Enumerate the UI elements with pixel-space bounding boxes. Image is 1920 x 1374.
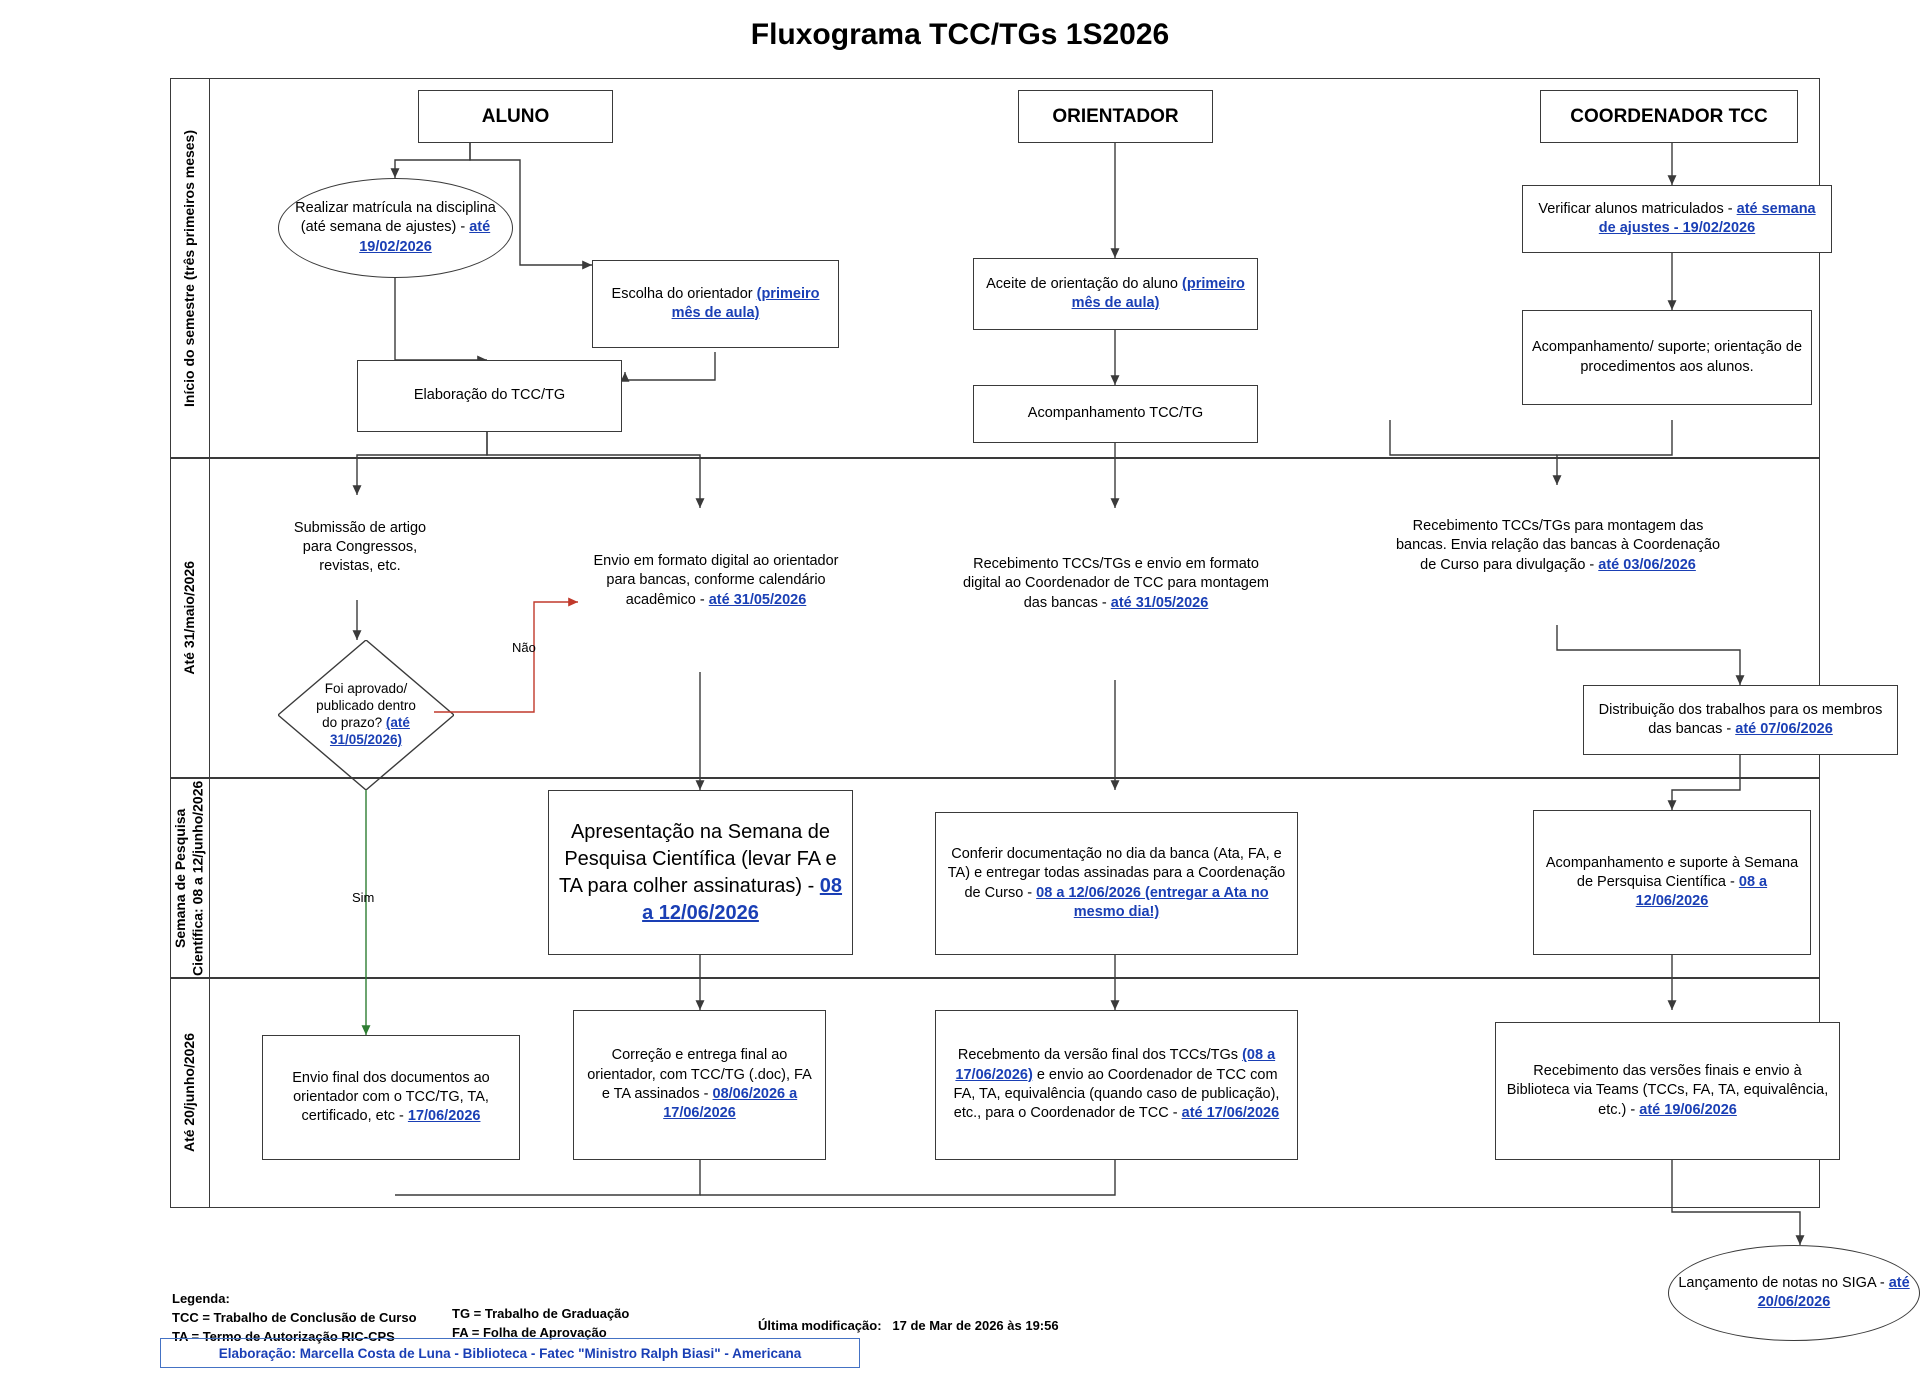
node-apresentacao-link[interactable]: 08 a 12/06/2026 — [642, 874, 843, 924]
legend-line-ta: TA = Termo de Autorização RIC-CPS — [172, 1328, 395, 1344]
swimlane-2-label-text: Até 31/maio/2026 — [180, 561, 197, 675]
node-submissao-text: Submissão de artigo para Congressos, revistas, etc. — [293, 519, 427, 575]
node-submissao — [262, 495, 458, 600]
node-acompanhamento-suporte — [1522, 310, 1812, 405]
node-recebimento-envio-text: Recebimento TCCs/TGs e envio em formato digital ao Coordenador de TCC para montagem das bancas - — [962, 556, 1270, 611]
edge-label-sim-text: Sim — [352, 890, 375, 905]
column-header-orientador — [1018, 90, 1213, 143]
node-apresentacao-text: Apresentação na Semana de Pesquisa Científica (levar FA e TA para colher assinaturas) - — [558, 820, 837, 897]
credit-box — [160, 1338, 860, 1368]
legend-line-tcc: TCC = Trabalho de Conclusão de Curso — [172, 1309, 417, 1325]
column-header-aluno — [418, 90, 613, 143]
node-elaboracao — [357, 360, 622, 432]
node-recebimento-versoes-link[interactable]: até 19/06/2026 — [1639, 1101, 1737, 1118]
swimlane-4-label-text: Até 20/junho/2026 — [180, 1033, 197, 1153]
node-recebimento-versoes-text: Recebimento das versões finais e envio à Biblioteca via Teams (TCCs, FA, TA, equivalência, etc.) - — [1506, 1063, 1829, 1118]
node-correcao-text: Correção e entrega final ao orientador, com TCC/TG (.doc), FA e TA assinados - — [587, 1047, 812, 1102]
node-recebimento-versoes — [1495, 1022, 1840, 1160]
node-verificar-alunos — [1522, 185, 1832, 253]
node-recebimento-bancas-text: Recebimento TCCs/TGs para montagem das bancas. Envia relação das bancas à Coordenação de Curso para divulgação - — [1395, 518, 1721, 573]
node-envio-digital — [578, 508, 854, 672]
node-lancamento-notas-text: Lançamento de notas no SIGA - — [1678, 1274, 1889, 1291]
node-conferir-doc-link[interactable]: 08 a 12/06/2026 (entregar a Ata no mesmo dia!) — [1036, 884, 1269, 920]
page-title: Fluxograma TCC/TGs 1S2026 — [750, 18, 1170, 51]
node-lancamento-notas — [1668, 1245, 1920, 1341]
node-lancamento-notas-link[interactable]: até 20/06/2026 — [1757, 1274, 1910, 1310]
legend-line-tg: TG = Trabalho de Graduação — [452, 1306, 630, 1321]
edge-label-sim — [352, 890, 374, 905]
node-distribuicao-link[interactable]: até 07/06/2026 — [1735, 721, 1833, 737]
legend-line-fa: FA = Folha de Aprovação — [452, 1324, 607, 1340]
last-modified-label: Última modificação: — [758, 1318, 882, 1333]
node-recebimento-bancas-link[interactable]: até 03/06/2026 — [1598, 556, 1696, 573]
last-modified — [758, 1318, 1059, 1333]
column-header-coordenador — [1540, 90, 1798, 143]
node-escolha-orientador-text: Escolha do orientador — [611, 285, 757, 302]
node-elaboracao-text: Elaboração do TCC/TG — [413, 387, 566, 404]
legend-title: Legenda: — [172, 1291, 230, 1306]
node-verificar-alunos-text: Verificar alunos matriculados - — [1538, 200, 1737, 217]
node-recebimento-versao-final-text-a: Recebmento da versão final dos TCCs/TGs — [957, 1047, 1243, 1064]
node-acompanhamento-semana-text: Acompanhamento e suporte à Semana de Persquisa Científica - — [1545, 854, 1799, 890]
node-aceite — [973, 258, 1258, 330]
node-recebimento-bancas — [1378, 485, 1738, 625]
column-header-aluno-label: ALUNO — [481, 105, 550, 127]
node-envio-final-aluno-link[interactable]: 17/06/2026 — [407, 1108, 481, 1125]
node-envio-final-aluno — [262, 1035, 520, 1160]
node-envio-digital-link[interactable]: até 31/05/2026 — [708, 591, 807, 608]
node-distribuicao — [1583, 685, 1898, 755]
node-acompanhamento-tcc-text: Acompanhamento TCC/TG — [1027, 405, 1204, 422]
edge-label-nao-text: Não — [512, 640, 536, 655]
node-recebimento-envio-link[interactable]: até 31/05/2026 — [1110, 594, 1209, 611]
node-conferir-doc — [935, 812, 1298, 955]
node-correcao-link[interactable]: 08/06/2026 a 17/06/2026 — [663, 1086, 798, 1122]
node-recebimento-versao-final-link-a[interactable]: (08 a 17/06/2026) — [955, 1047, 1276, 1083]
column-header-orientador-label: ORIENTADOR — [1052, 105, 1179, 127]
node-escolha-orientador-link[interactable]: (primeiro mês de aula) — [671, 285, 820, 321]
node-decisao-text: Foi aprovado/ publicado dentro do prazo? — [316, 681, 416, 730]
swimlane-2-label — [170, 458, 210, 778]
node-matricula-link[interactable]: até 19/02/2026 — [359, 219, 491, 255]
node-acompanhamento-tcc — [973, 385, 1258, 443]
swimlane-1-label — [170, 78, 210, 458]
credit-text: Elaboração: Marcella Costa de Luna - Biblioteca - Fatec "Ministro Ralph Biasi" - Americana — [218, 1345, 802, 1361]
node-acompanhamento-semana-link[interactable]: 08 a 12/06/2026 — [1635, 873, 1768, 910]
node-recebimento-envio — [950, 508, 1282, 678]
node-matricula — [278, 178, 513, 278]
swimlane-1-label-text: Início do semestre (três primeiros meses) — [180, 129, 197, 407]
node-acompanhamento-suporte-text: Acompanhamento/ suporte; orientação de procedimentos aos alunos. — [1531, 339, 1803, 375]
node-escolha-orientador — [592, 260, 839, 348]
node-apresentacao — [548, 790, 853, 955]
node-distribuicao-text: Distribuição dos trabalhos para os membros das bancas - — [1598, 701, 1883, 737]
node-verificar-alunos-link[interactable]: até semana de ajustes - 19/02/2026 — [1598, 200, 1816, 236]
node-recebimento-versao-final — [935, 1010, 1298, 1160]
node-envio-final-aluno-text: Envio final dos documentos ao orientador com o TCC/TG, TA, certificado, etc - — [292, 1069, 490, 1125]
swimlane-3-label — [170, 778, 210, 978]
node-decisao — [278, 640, 454, 790]
node-aceite-text: Aceite de orientação do aluno — [986, 275, 1183, 292]
swimlane-4-label — [170, 978, 210, 1208]
node-acompanhamento-semana — [1533, 810, 1811, 955]
swimlane-3-label-text: Semana de Pesquisa Científica: 08 a 12/junho/2026 — [172, 780, 206, 976]
node-decisao-link[interactable]: (até 31/05/2026) — [329, 715, 410, 747]
column-header-coordenador-label: COORDENADOR TCC — [1570, 105, 1768, 127]
node-envio-digital-text: Envio em formato digital ao orientador para bancas, conforme calendário acadêmico - — [593, 553, 839, 608]
last-modified-value: 17 de Mar de 2026 às 19:56 — [892, 1318, 1059, 1333]
node-recebimento-versao-final-text-b: e envio ao Coordenador de TCC com FA, TA, equivalência (quando caso de publicação), etc., para o Coordenador de TCC - — [953, 1066, 1280, 1122]
node-recebimento-versao-final-link-b[interactable]: até 17/06/2026 — [1181, 1105, 1280, 1122]
node-correcao — [573, 1010, 826, 1160]
node-aceite-link[interactable]: (primeiro mês de aula) — [1071, 275, 1245, 311]
node-matricula-text: Realizar matrícula na disciplina (até semana de ajustes) - — [295, 200, 496, 236]
node-conferir-doc-text: Conferir documentação no dia da banca (Ata, FA, e TA) e entregar todas assinadas para a Coordenação de Curso - — [947, 845, 1286, 901]
edge-label-nao — [512, 640, 536, 655]
